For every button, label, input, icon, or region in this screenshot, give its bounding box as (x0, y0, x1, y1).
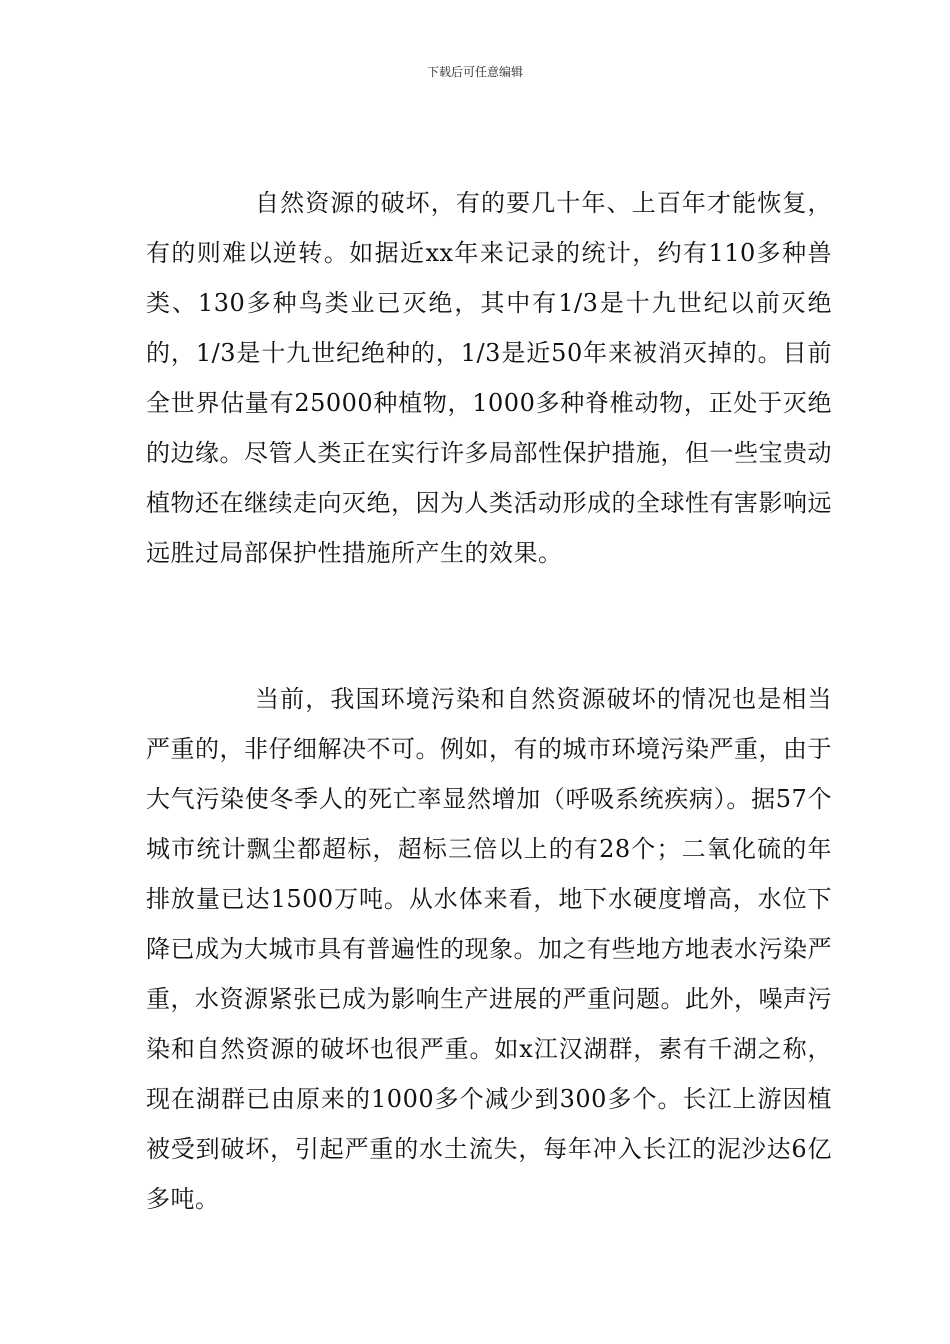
paragraph-1: 自然资源的破坏，有的要几十年、上百年才能恢复，有的则难以逆转。如据近xx年来记录的统计，约有110多种兽类、130多种鸟类业已灭绝，其中有1/3是十九世纪以前灭绝的，1/3是十九世纪绝种的，1/3是近50年来被消灭掉的。目前全世界估量有25000种植物，1000多种脊椎动物，正处于灭绝的边缘。尽管人类正在实行许多局部性保护措施，但一些宝贵动植物还在继续走向灭绝，因为人类活动形成的全球性有害影响远远胜过局部保护性措施所产生的效果。 (146, 189, 832, 567)
paragraph-2: 当前，我国环境污染和自然资源破坏的情况也是相当严重的，非仔细解决不可。例如，有的城市环境污染严重，由于大气污染使冬季人的死亡率显然增加（呼吸系统疾病）。据57个城市统计飘尘都超标，超标三倍以上的有28个；二氧化硫的年排放量已达1500万吨。从水体来看，地下水硬度增高，水位下降已成为大城市具有普遍性的现象。加之有些地方地表水污染严重，水资源紧张已成为影响生产进展的严重问题。此外，噪声污染和自然资源的破坏也很严重。如x江汉湖群，素有千湖之称，现在湖群已由原来的1000多个减少到300多个。长江上游因植被受到破坏，引起严重的水土流失，每年冲入长江的泥沙达6亿多吨。 (146, 685, 832, 1213)
page-header: 下载后可任意编辑 (426, 65, 523, 79)
